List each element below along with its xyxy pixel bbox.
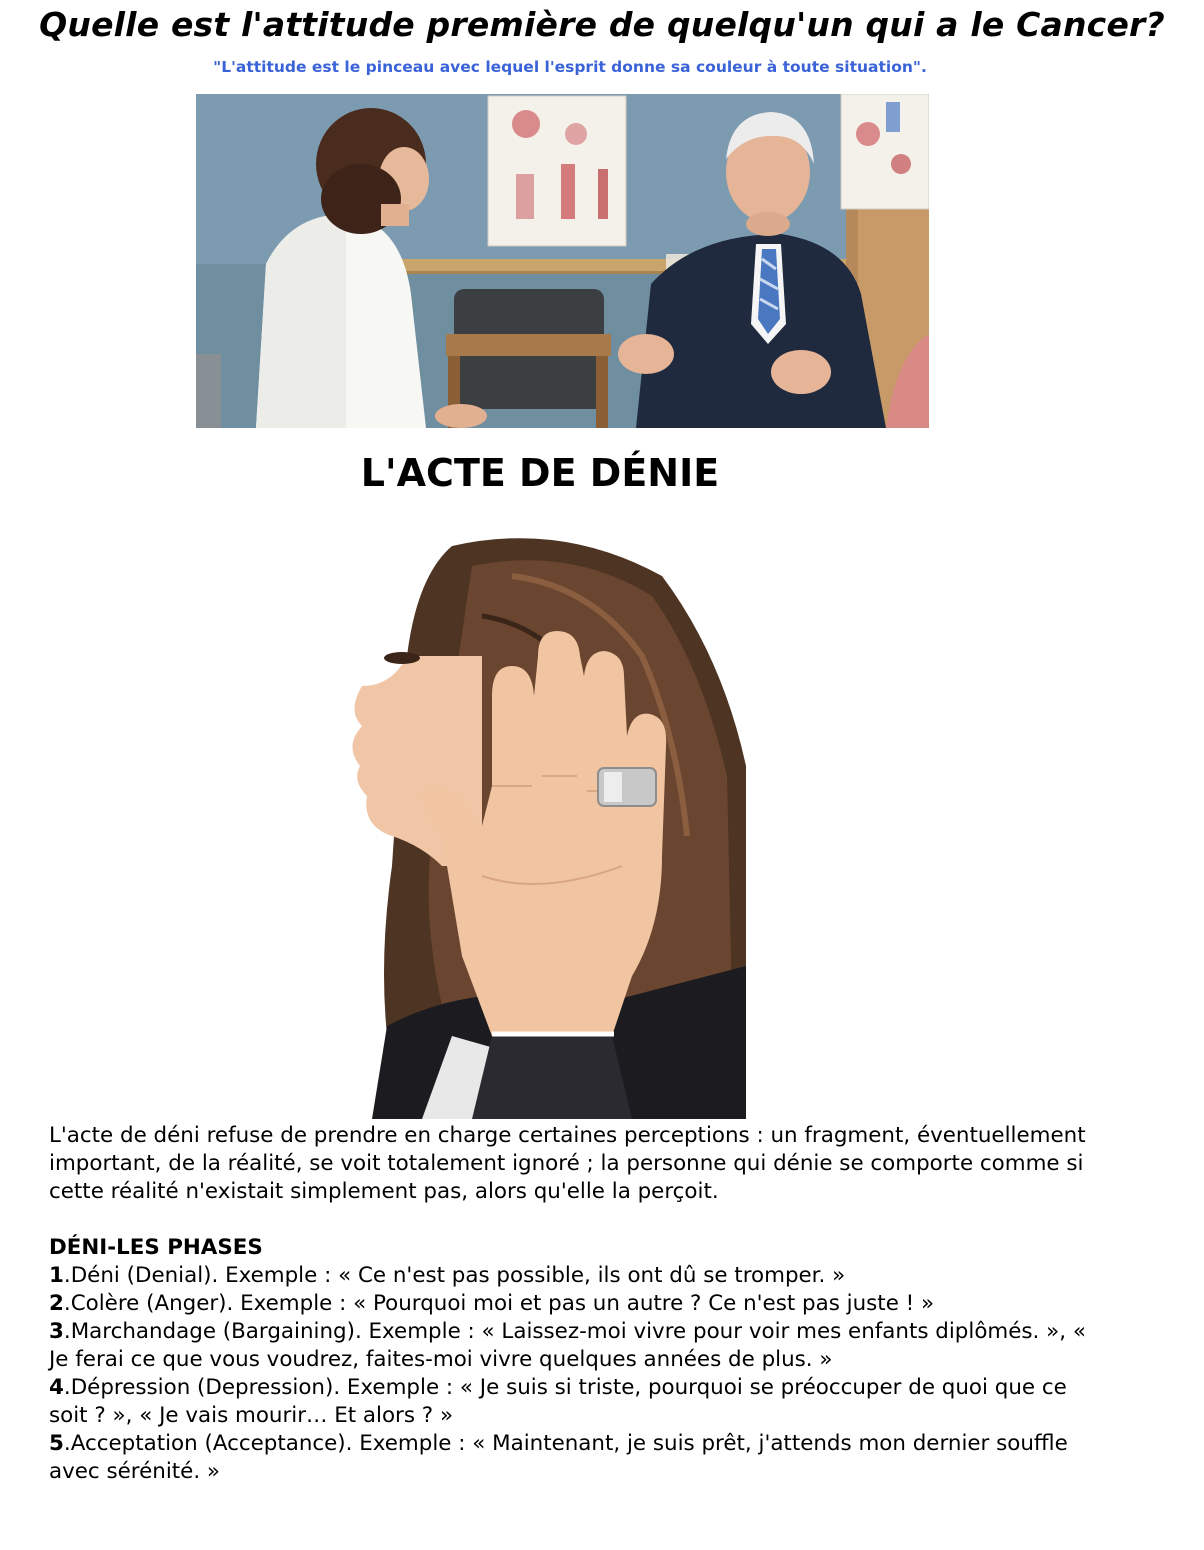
- phase-item: [49, 1290, 1109, 1318]
- phases-heading: DÉNI-LES PHASES: [49, 1235, 263, 1260]
- page-title: Quelle est l'attitude première de quelqu'un qui a le Cancer?: [39, 5, 1165, 44]
- phase-number: 5: [49, 1431, 64, 1456]
- section-heading: L'ACTE DE DÉNIE: [360, 451, 720, 495]
- definition-paragraph: L'acte de déni refuse de prendre en charge certaines perceptions : un fragment, éventuellement important, de la réalité, se voit totalement ignoré ; la personne qui dénie se comporte comme si cette réalité n'existait simplement pas, alors qu'elle la perçoit.: [49, 1123, 1086, 1204]
- phase-item: [49, 1430, 1109, 1486]
- denial-gesture-photo: [332, 536, 746, 1119]
- quote: "L'attitude est le pinceau avec lequel l'esprit donne sa couleur à toute situation".: [213, 58, 927, 76]
- phase-text: .Déni (Denial). Exemple : « Ce n'est pas possible, ils ont dû se tromper. »: [63, 1263, 846, 1288]
- phase-number: 1: [49, 1263, 64, 1288]
- phase-text: .Marchandage (Bargaining). Exemple : « Laissez-moi vivre pour voir mes enfants diplômés. », « Je ferai ce que vous voudrez, faites-moi vivre quelques années de plus. »: [49, 1319, 1086, 1372]
- doctor-consultation-photo: [196, 94, 929, 428]
- phase-text: .Acceptation (Acceptance). Exemple : « Maintenant, je suis prêt, j'attends mon dernier souffle avec sérénité. »: [49, 1431, 1068, 1484]
- phase-item: [49, 1262, 1109, 1290]
- article-body: [49, 1122, 1109, 1486]
- phase-number: 4: [49, 1375, 64, 1400]
- phase-item: [49, 1374, 1109, 1430]
- phase-item: [49, 1318, 1109, 1374]
- phase-number: 3: [49, 1319, 64, 1344]
- phase-text: .Colère (Anger). Exemple : « Pourquoi moi et pas un autre ? Ce n'est pas juste ! »: [63, 1291, 935, 1316]
- phase-number: 2: [49, 1291, 64, 1316]
- phase-text: .Dépression (Depression). Exemple : « Je suis si triste, pourquoi se préoccuper de quoi que ce soit ? », « Je vais mourir… Et alors ? »: [49, 1375, 1067, 1428]
